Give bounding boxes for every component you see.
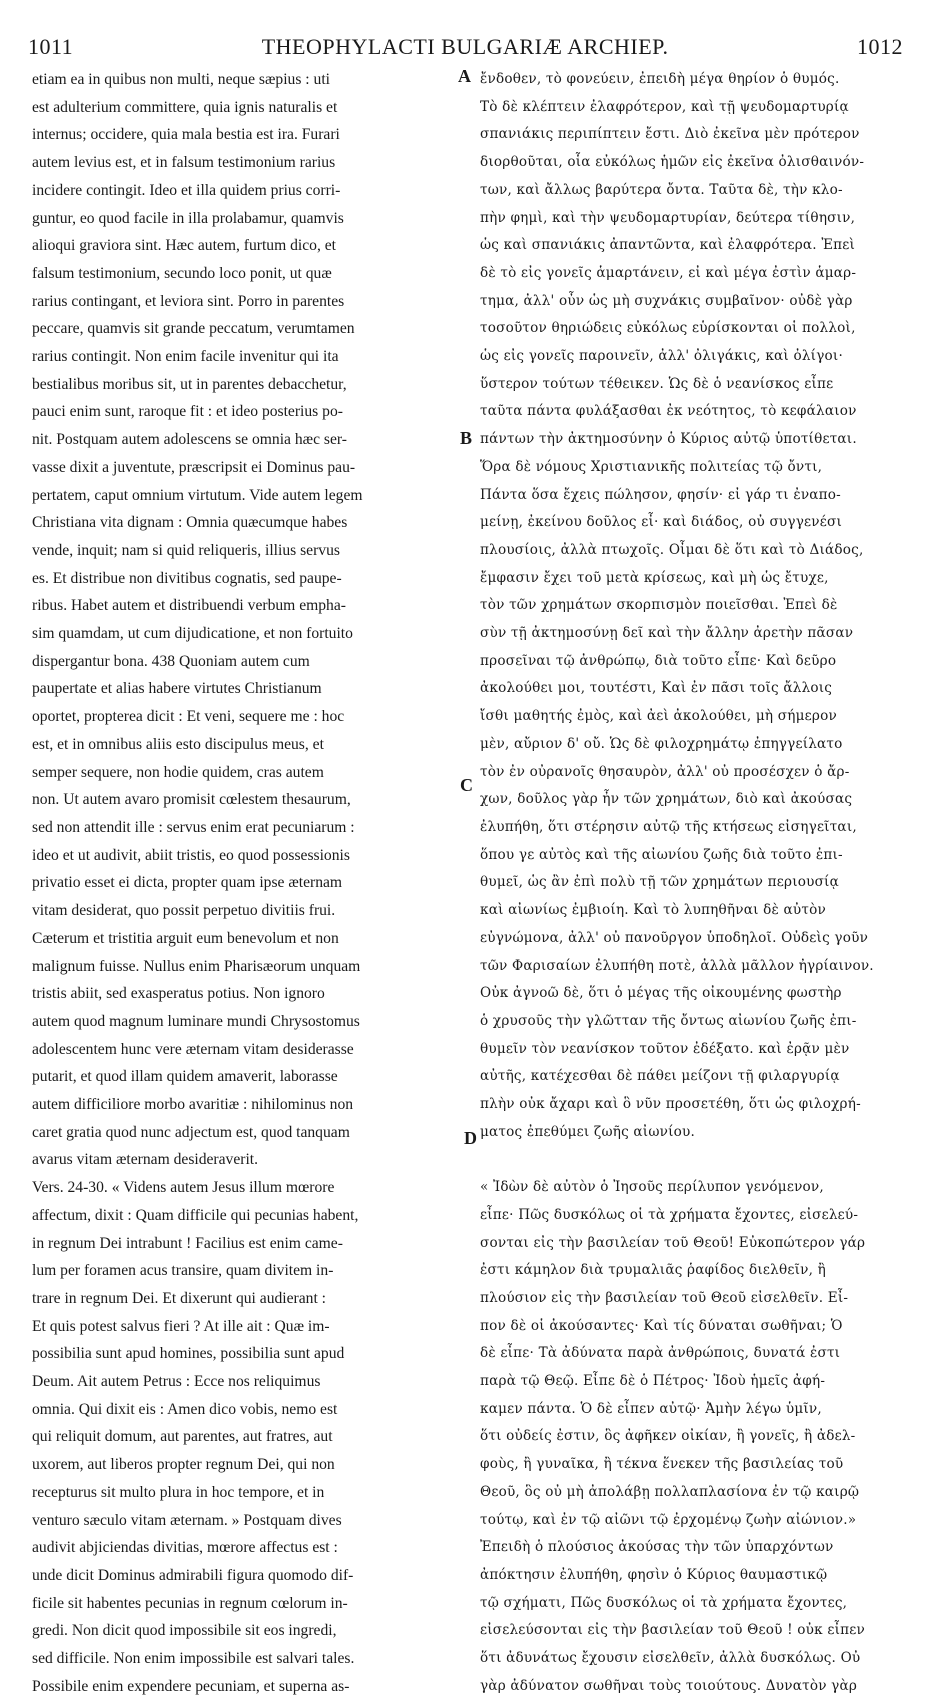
greek-text-line: ἴσθι μαθητής ἐμὸς, καὶ ἀεὶ ἀκολούθει, μὴ σήμερον — [480, 708, 837, 725]
latin-text-line: sed difficile. Non enim impossibile est salvari tales. — [32, 1650, 355, 1668]
latin-text-line: recepturus sit multo plura in hoc tempore, et in — [32, 1483, 325, 1501]
latin-text-line: trare in regnum Dei. Et dixerunt qui audierant : — [32, 1289, 327, 1307]
section-marker-c: C — [460, 775, 473, 795]
greek-text-line: παρὰ τῷ Θεῷ. Εἶπε δὲ ὁ Πέτρος· Ἰδοὺ ἡμεῖς ἀφή- — [480, 1373, 826, 1390]
greek-text-line: τὸν τῶν χρημάτων σκορπισμὸν ποιεῖσθαι. Ἐπεὶ δὲ — [480, 597, 838, 614]
latin-text-line: omnia. Qui dixit eis : Amen dico vobis, nemo est — [32, 1400, 338, 1418]
greek-text-line: τημα, ἀλλ' οὖν ὡς μὴ συχνάκις συμβαῖνον· οὐδὲ γὰρ — [480, 292, 853, 309]
greek-text-line: σὺν τῇ ἀκτημοσύνῃ δεῖ καὶ τὴν ἄλλην ἀρετὴν πᾶσαν — [480, 625, 854, 642]
latin-text-line: Christiana vita dignam : Omnia quæcumque habes — [32, 514, 348, 532]
latin-text-line: putarit, et quod illam quidem amaverit, laborasse — [32, 1068, 338, 1086]
latin-text-line: autem levius est, et in falsum testimonium rarius — [32, 154, 336, 172]
greek-text-line: ταῦτα πάντα φυλάξασθαι ἐκ νεότητος, τὸ κεφάλαιον — [480, 403, 857, 420]
greek-text-line: ὅτι οὐδείς ἐστιν, ὃς ἀφῆκεν οἰκίαν, ἢ γονεῖς, ἢ ἀδελ- — [480, 1428, 856, 1445]
latin-text-line: bestialibus moribus sit, ut in parentes debacchetur, — [32, 375, 347, 393]
latin-text-line: qui reliquit domum, aut parentes, aut fratres, aut — [32, 1428, 333, 1446]
greek-text-line: θυμεῖ, ὡς ἂν ἐπὶ πολὺ τῇ τῶν χρημάτων περιουσίᾳ — [480, 874, 839, 891]
greek-text-line: εἶπε· Πῶς δυσκόλως οἱ τὰ χρήματα ἔχοντες, εἰσελεύ- — [480, 1206, 859, 1223]
latin-text-line: peccare, quamvis sit grande peccatum, verumtamen — [32, 320, 355, 338]
greek-text-line: ἔνδοθεν, τὸ φονεύειν, ἐπειδὴ μέγα θηρίον ὁ θυμός. — [480, 71, 840, 87]
left-column-number: 1011 — [28, 34, 74, 59]
latin-text-line: incidere contingit. Ideo et illa quidem prius corri- — [32, 181, 341, 199]
latin-text-line: lum per foramen acus transire, quam divitem in- — [32, 1262, 334, 1280]
greek-text-line: δὲ τὸ εἰς γονεῖς ἁμαρτάνειν, εἰ καὶ μέγα ἐστὶν ἁμαρ- — [480, 264, 857, 281]
latin-text-line: est, et in omnibus aliis esto discipulus meus, et — [32, 735, 324, 753]
latin-text-line: malignum fuisse. Nullus enim Pharisæorum unquam — [32, 957, 361, 975]
greek-text-line: ὡς καὶ σπανιάκις ἀπαντῶντα, καὶ ἐλαφρότερα. Ἐπεὶ — [480, 237, 856, 254]
greek-text-line: προσεῖναι τῷ ἀνθρώπῳ, διὰ τοῦτο εἶπε· Καὶ δεῦρο — [480, 652, 837, 669]
greek-text-line: τούτῳ, καὶ ἐν τῷ αἰῶνι τῷ ἐρχομένῳ ζωὴν αἰώνιον.» — [480, 1511, 857, 1528]
greek-text-line: ἀκολούθει μοι, τουτέστι, Καὶ ἐν πᾶσι τοῖς ἄλλοις — [480, 680, 833, 697]
latin-text-line: unde dicit Dominus admirabili figura quomodo dif- — [32, 1566, 354, 1584]
greek-text-line: ματος ἐπεθύμει ζωῆς αἰωνίου. — [480, 1123, 695, 1140]
greek-text-line: τῶν Φαρισαίων ἐλυπήθη ποτὲ, ἀλλὰ μᾶλλον ἠγρίαινον. — [480, 957, 874, 974]
greek-text-line: ὅτι ἀδυνάτως ἔχουσιν εἰσελθεῖν, ἀλλὰ δυσκόλως. Οὐ — [480, 1650, 861, 1667]
greek-text-line: σονται εἰς τὴν βασιλείαν τοῦ Θεοῦ! Εὐκοπώτερον γάρ — [480, 1234, 866, 1251]
greek-text-line: μείνῃ, ἐκείνου δοῦλος εἶ· καὶ διάδος, οὐ συγγενέσι — [480, 514, 842, 531]
greek-text-line: τοσοῦτον θηριώδεις εὐκόλως εὑρίσκονται οἱ πολλοὶ, — [480, 320, 856, 337]
latin-text-line: internus; occidere, quia mala bestia est ira. Furari — [32, 126, 340, 144]
latin-text-line: Possibile enim expendere pecuniam, et superna as- — [32, 1677, 350, 1695]
greek-text-line: εὐγνώμονα, ἀλλ' οὐ πανοῦργον ὑποδηλοῖ. Οὐδεὶς γοῦν — [480, 929, 869, 946]
latin-text-line: autem difficiliore morbo avaritiæ : nihilominus non — [32, 1096, 354, 1114]
latin-text-line: Deum. Ait autem Petrus : Ecce nos reliquimus — [32, 1373, 321, 1391]
greek-text-line: τὸν ἐν οὐρανοῖς θησαυρὸν, ἀλλ' οὐ προσέσχεν ὁ ἄρ- — [480, 763, 850, 780]
latin-text-line: rarius contingant, et leviora sint. Porro in parentes — [32, 292, 345, 310]
greek-text-line: Ἐπειδὴ ὁ πλούσιος ἀκούσας τὴν τῶν ὑπαρχόντων — [480, 1539, 834, 1556]
greek-text-line: εἰσελεύσονται εἰς τὴν βασιλείαν τοῦ Θεοῦ ! οὐκ εἶπεν — [480, 1622, 865, 1639]
greek-text-line: θυμεῖν τὸν νεανίσκον τοῦτον ἐδέξατο. καὶ ἐρᾷν μὲν — [480, 1040, 850, 1057]
latin-text-line: ideo et ut audivit, abiit tristis, eo quod possessionis — [32, 846, 350, 864]
latin-text-line: paupertate et alias habere virtutes Christianum — [32, 680, 322, 698]
latin-text-line: ribus. Habet autem et distribuendi verbum empha- — [32, 597, 346, 615]
latin-text-line: possibilia sunt apud homines, possibilia sunt apud — [32, 1345, 345, 1363]
latin-text-line: es. Et distribue non divitibus cognatis, sed paupe- — [32, 569, 342, 587]
latin-text-line: Cæterum et tristitia arguit eum benevolum et non — [32, 929, 339, 947]
greek-text-line: Οὐκ ἀγνοῶ δὲ, ὅτι ὁ μέγας τῆς οἰκουμένης φωστὴρ — [480, 985, 842, 1002]
greek-column — [480, 66, 905, 1694]
greek-text-line: τῷ σχήματι, Πῶς δυσκόλως οἱ τὰ χρήματα ἔχοντες, — [480, 1594, 848, 1611]
greek-text-line: ἀπόκτησιν ἐλυπήθη, φησὶν ὁ Κύριος θαυμαστικῷ — [480, 1566, 828, 1583]
latin-text-line: privatio esset ei dicta, propter quam ipse æternam — [32, 874, 343, 892]
greek-text-line: καμεν πάντα. Ὁ δὲ εἶπεν αὐτῷ· Ἀμὴν λέγω ὑμῖν, — [480, 1400, 822, 1417]
latin-text-line: autem quod magnum luminare mundi Chrysostomus — [32, 1012, 360, 1030]
latin-text-line: nit. Postquam autem adolescens se omnia hæc ser- — [32, 431, 347, 449]
latin-text-line: vende, inquit; nam si quid reliqueris, illius servus — [32, 541, 340, 559]
greek-text-line: « Ἰδὼν δὲ αὐτὸν ὁ Ἰησοῦς περίλυπον γενόμενον, — [480, 1179, 824, 1196]
greek-text-line: Πάντα ὅσα ἔχεις πώλησον, φησίν· εἰ γάρ τι ἐναπο- — [480, 486, 841, 503]
latin-text-line: est adulterium committere, quia ignis naturalis et — [32, 98, 338, 116]
latin-text-line: pauci enim sunt, raroque fit : et ideo posterius po- — [32, 403, 343, 421]
section-marker-d: D — [464, 1128, 477, 1148]
latin-text-line: gredi. Non dicit quod impossibile sit eos ingredi, — [32, 1622, 337, 1640]
latin-text-line: audivit abjiciendas divitias, mœrore affectus est : — [32, 1539, 338, 1557]
greek-text-line: πλὴν οὐκ ἄχαρι καὶ ὃ νῦν προσετέθη, ὅτι ὡς φιλοχρή- — [480, 1096, 861, 1113]
latin-text-line: caret gratia quod nunc adjectum est, quod tanquam — [32, 1123, 350, 1141]
greek-text-line: Θεοῦ, ὃς οὐ μὴ ἀπολάβῃ πολλαπλασίονα ἐν τῷ καιρῷ — [480, 1483, 860, 1500]
greek-text-line: ὕστερον τούτων τέθεικεν. Ὡς δὲ ὁ νεανίσκος εἶπε — [480, 375, 834, 392]
greek-text-line: ὡς εἰς γονεῖς παροινεῖν, ἀλλ' ὀλιγάκις, καὶ ὀλίγοι· — [480, 348, 843, 365]
latin-text-line: alioqui graviora sint. Hæc autem, furtum dico, et — [32, 237, 337, 255]
greek-text-line: καὶ αἰωνίως ἐμβιοίη. Καὶ τὸ λυπηθῆναι δὲ αὐτὸν — [480, 902, 826, 919]
latin-text-line: semper sequere, non hodie quidem, cras autem — [32, 763, 324, 781]
running-title: THEOPHYLACTI BULGARIÆ ARCHIEP. — [261, 34, 669, 59]
latin-text-line: ficile sit habentes pecunias in regnum cœlorum in- — [32, 1594, 348, 1612]
latin-text-line: vasse dixit a juventute, præscripsit ei Dominus pau- — [32, 458, 356, 476]
running-header — [28, 30, 903, 64]
latin-text-line: dispergantur bona. 438 Quoniam autem cum — [32, 652, 310, 670]
latin-text-line: vitam desiderat, quo possit perpetuo divitiis frui. — [32, 902, 336, 920]
latin-text-line: falsum testimonium, secundo loco ponit, ut quæ — [32, 264, 332, 282]
greek-text-line: μὲν, αὔριον δ' οὔ. Ὡς δὲ φιλοχρημάτῳ ἐπηγγείλατο — [480, 735, 843, 752]
greek-text-line: πλούσιον εἰς τὴν βασιλείαν τοῦ Θεοῦ εἰσελθεῖν. Εἶ- — [480, 1289, 849, 1306]
greek-text-line: σπανιάκις περιπίπτειν ἔστι. Διὸ ἐκεῖνα μὲν πρότερον — [480, 126, 860, 143]
latin-text-line: sed non attendit ille : servus enim erat pecuniarum : — [32, 818, 355, 836]
latin-text-line: non. Ut autem avaro promisit cœlestem thesaurum, — [32, 791, 351, 809]
greek-text-line: ἐλυπήθη, ὅτι στέρησιν αὐτῷ τῆς κτήσεως εἰσηγεῖται, — [480, 818, 857, 835]
greek-text-line: πὴν φημὶ, καὶ τὴν ψευδομαρτυρίαν, δεύτερα τίθησιν, — [480, 209, 856, 226]
greek-text-line: χων, δοῦλος γὰρ ἦν τῶν χρημάτων, διὸ καὶ ἀκούσας — [480, 791, 853, 808]
greek-text-line: πλουσίοις, ἀλλὰ πτωχοῖς. Οἶμαι δὲ ὅτι καὶ τὸ Διάδος, — [480, 541, 864, 558]
latin-text-line: pertatem, caput omnium virtutum. Vide autem legem — [32, 486, 363, 504]
greek-text-line: Τὸ δὲ κλέπτειν ἐλαφρότερον, καὶ τῇ ψευδομαρτυρίᾳ — [480, 98, 849, 115]
greek-text-line — [480, 1146, 905, 1174]
greek-text-line: ὁ χρυσοῦς τὴν γλῶτταν τῆς ὄντως αἰωνίου ζωῆς ἐπι- — [480, 1012, 857, 1029]
greek-text-line: πάντων τὴν ἀκτημοσύνην ὁ Κύριος αὐτῷ ὑποτίθεται. — [480, 431, 857, 448]
greek-text-line: διορθοῦται, οἷα εὐκόλως ἡμῶν εἰς ἐκεῖνα ὀλισθαινόν- — [480, 154, 865, 171]
latin-text-line: avarus vitam æternam desideraverit. — [32, 1151, 259, 1169]
greek-text-line: των, καὶ ἄλλως βαρύτερα ὄντα. Ταῦτα δὲ, τὴν κλο- — [480, 181, 843, 198]
latin-text-line: guntur, eo quod facile in illa prolabamur, quamvis — [32, 209, 344, 227]
latin-text-line: in regnum Dei intrabunt ! Facilius est enim came- — [32, 1234, 343, 1252]
latin-text-line: etiam ea in quibus non multi, neque sæpius : uti — [32, 71, 330, 88]
greek-text-line: δὲ εἶπε· Τὰ ἀδύνατα παρὰ ἀνθρώποις, δυνατά ἐστι — [480, 1345, 841, 1362]
greek-text-line: ὅπου γε αὐτὸς καὶ τῆς αἰωνίου ζωῆς διὰ τοῦτο ἐπι- — [480, 846, 843, 863]
latin-column — [32, 66, 457, 1695]
greek-text-line: ἐστι κάμηλον διὰ τρυμαλιᾶς ῥαφίδος διελθεῖν, ἢ — [480, 1262, 826, 1279]
latin-text-line: Et quis potest salvus fieri ? At ille ait : Quæ im- — [32, 1317, 330, 1335]
latin-text-line: venturo sæculo vitam æternam. » Postquam dives — [32, 1511, 342, 1529]
latin-text-line: affectum, dixit : Quam difficile qui pecunias habent, — [32, 1206, 359, 1224]
latin-text-line: rarius contingit. Non enim facile invenitur qui ita — [32, 348, 339, 366]
greek-text-line: Ὅρα δὲ νόμους Χριστιανικῆς πολιτείας τῷ ὄντι, — [480, 458, 823, 475]
latin-text-line: sim quamdam, ut cum dijudicatione, et non fortuito — [32, 625, 353, 643]
latin-text-line: Vers. 24-30. « Videns autem Jesus illum mœrore — [32, 1179, 335, 1197]
greek-text-line: γὰρ ἀδύνατον σωθῆναι τοὺς τοιούτους. Δυνατὸν γὰρ — [480, 1677, 858, 1694]
latin-text-line: oportet, propterea dicit : Et veni, sequere me : hoc — [32, 708, 345, 726]
section-marker-b: B — [460, 428, 473, 448]
section-marker-a: A — [458, 66, 471, 86]
greek-text-line: φοὺς, ἢ γυναῖκα, ἢ τέκνα ἕνεκεν τῆς βασιλείας τοῦ — [480, 1456, 844, 1473]
greek-text-line: ἔμφασιν ἔχει τοῦ μετὰ κρίσεως, καὶ μὴ ὡς ἔτυχε, — [480, 569, 829, 586]
latin-text-line: uxorem, aut liberos propter regnum Dei, qui non — [32, 1456, 335, 1474]
greek-text-line: αὐτῆς, κατέχεσθαι δὲ πάθει μείζονι τῇ φιλαργυρίᾳ — [480, 1068, 840, 1085]
latin-text-line: tristis abiit, sed exasperatus potius. Non ignoro — [32, 985, 325, 1003]
right-column-number: 1012 — [857, 34, 903, 59]
greek-text-line: πον δὲ οἱ ἀκούσαντες· Καὶ τίς δύναται σωθῆναι; Ὁ — [480, 1317, 843, 1334]
latin-text-line: adolescentem hunc vere æternam vitam desiderasse — [32, 1040, 354, 1058]
